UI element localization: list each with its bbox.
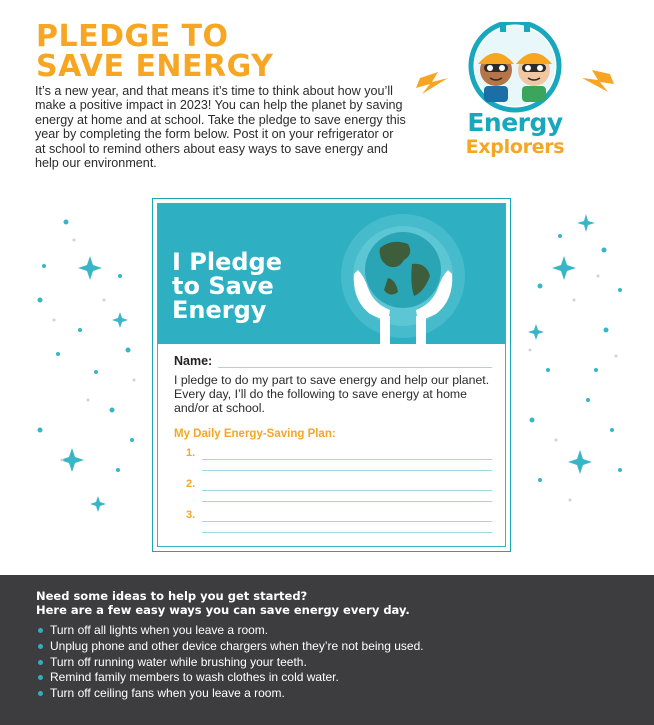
pledge-heading-line-3: Energy bbox=[172, 296, 267, 324]
tip-item bbox=[38, 655, 424, 671]
plan-write-line[interactable] bbox=[202, 521, 492, 522]
plan-write-line[interactable] bbox=[202, 470, 492, 471]
pledge-form bbox=[152, 198, 511, 552]
logo-word-explorers: Explorers bbox=[465, 136, 565, 158]
tips-heading-line-2: Here are a few easy ways you can save energy every day. bbox=[36, 603, 410, 617]
tips-list bbox=[38, 623, 424, 702]
plan-number: 2. bbox=[186, 478, 196, 490]
bullet-icon bbox=[38, 691, 43, 696]
intro-text: It’s a new year, and that means it’s time to think about how you’ll make a positive impact in 2023! You can help the planet by saving energy at home and at school. Take the pledge to save energy this year by completing the form below. Post it on your refrigerator or at school to remind others about easy ways to save energy and help our environment. bbox=[35, 84, 406, 171]
tips-heading-line-1: Need some ideas to help you get started? bbox=[36, 589, 308, 603]
tip-item bbox=[38, 639, 424, 655]
pledge-form-frame bbox=[157, 203, 506, 547]
sparkle-icon bbox=[577, 214, 595, 232]
tip-text: Remind family members to wash clothes in cold water. bbox=[50, 670, 339, 685]
name-label: Name: bbox=[174, 354, 213, 368]
logo-word-energy: Energy bbox=[467, 108, 563, 137]
plan-write-line[interactable] bbox=[202, 532, 492, 533]
name-input-line[interactable] bbox=[218, 355, 492, 368]
plan-number: 3. bbox=[186, 509, 196, 521]
pledge-heading-line-1: I Pledge bbox=[172, 248, 283, 276]
bullet-icon bbox=[38, 675, 43, 680]
tip-item bbox=[38, 623, 424, 639]
bullet-icon bbox=[38, 644, 43, 649]
title-line-2: SAVE ENERGY bbox=[36, 49, 274, 84]
plan-write-line[interactable] bbox=[202, 501, 492, 502]
pledge-heading bbox=[172, 250, 332, 322]
sparkle-icon bbox=[112, 312, 128, 328]
title-line-1: PLEDGE TO bbox=[36, 19, 229, 54]
sparkle-icon bbox=[78, 256, 102, 280]
sparkle-icon bbox=[60, 448, 84, 472]
tips-section bbox=[0, 575, 654, 725]
plan-title: My Daily Energy-Saving Plan: bbox=[174, 428, 336, 440]
tip-text: Turn off running water while brushing your teeth. bbox=[50, 654, 307, 669]
tip-text: Turn off all lights when you leave a room. bbox=[50, 623, 269, 637]
pledge-heading-line-2: to Save bbox=[172, 272, 274, 300]
plan-number: 1. bbox=[186, 447, 196, 459]
bullet-icon bbox=[38, 628, 43, 633]
name-field[interactable] bbox=[174, 354, 492, 368]
globe-in-hands-icon bbox=[318, 204, 505, 344]
sparkle-icon bbox=[90, 496, 106, 512]
plan-write-line[interactable] bbox=[202, 459, 492, 460]
tip-text: Unplug phone and other device chargers when they’re not being used. bbox=[50, 638, 424, 653]
pledge-form-header bbox=[158, 204, 505, 344]
bullet-icon bbox=[38, 660, 43, 665]
sparkle-icon bbox=[568, 450, 592, 474]
tips-heading bbox=[36, 589, 410, 617]
plan-write-line[interactable] bbox=[202, 490, 492, 491]
sparkle-icon bbox=[552, 256, 576, 280]
tip-text: Turn off ceiling fans when you leave a room. bbox=[50, 686, 285, 701]
sparkle-icon bbox=[528, 324, 544, 340]
tip-item bbox=[38, 670, 424, 686]
tip-item bbox=[38, 686, 424, 702]
pledge-statement: I pledge to do my part to save energy and help our planet. Every day, I’ll do the following to save energy at home and/or at school. bbox=[174, 373, 490, 415]
